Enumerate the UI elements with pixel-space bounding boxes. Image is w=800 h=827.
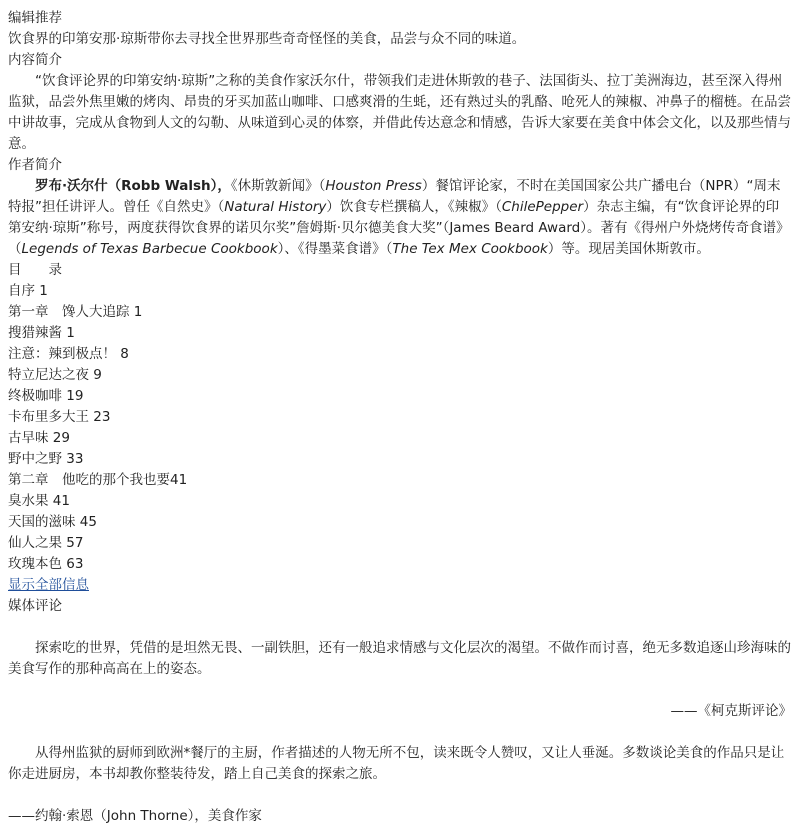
toc-item: 终极咖啡 19 <box>8 388 84 404</box>
review-source-1: ——《柯克斯评论》 <box>670 703 792 719</box>
toc-item: 卡布里多大王 23 <box>8 409 111 425</box>
author-italic-2: Natural History <box>224 199 327 215</box>
toc-item: 第二章 他吃的那个我也要41 <box>8 472 188 488</box>
toc-item: 仙人之果 57 <box>8 535 84 551</box>
editor-recommendation-heading: 编辑推荐 <box>8 10 62 26</box>
review-source-2: ——约翰·索恩（John Thorne），美食作家 <box>8 808 262 824</box>
author-italic-3: ChilePepper <box>501 199 584 215</box>
author-text-3: ）饮食专栏撰稿人，《辣椒》（ <box>326 199 502 215</box>
author-intro-text <box>8 176 792 260</box>
toc-heading: 目 录 <box>8 262 62 278</box>
review-text-2: 从得州监狱的厨师到欧洲*餐厅的主厨，作者描述的人物无所不包，读来既令人赞叹，又让人垂涎。多数谈论美食的作品只是让你走进厨房，本书却教你整装待发，踏上自己美食的探索之旅。 <box>8 745 785 782</box>
author-intro-section <box>8 155 792 260</box>
author-text-2: ）餐馆评论家，不时在美国国家公共广播电台（NPR）“周末特报”担任讲评人。曾任《自然史》（ <box>8 178 781 215</box>
toc-item: 玫瑰本色 63 <box>8 556 84 572</box>
media-review-heading: 媒体评论 <box>8 598 62 614</box>
toc-item: 搜猎辣酱 1 <box>8 325 75 341</box>
toc-item: 第一章 馋人大追踪 1 <box>8 304 143 320</box>
author-italic-5: The Tex Mex Cookbook <box>392 241 548 257</box>
toc-item: 古早味 29 <box>8 430 70 446</box>
toc-item: 天国的滋味 45 <box>8 514 97 530</box>
toc-list <box>8 281 792 575</box>
author-text-1: 《休斯敦新闻》（ <box>230 178 326 194</box>
toc-section <box>8 260 792 596</box>
editor-recommendation-text: 饮食界的印第安那·琼斯带你去寻找全世界那些奇奇怪怪的美食，品尝与众不同的味道。 <box>8 31 526 47</box>
content-intro-text: “饮食评论界的印第安纳·琼斯”之称的美食作家沃尔什，带领我们走进休斯敦的巷子、法国街头、拉丁美洲海边，甚至深入得州监狱，品尝外焦里嫩的烤肉、昂贵的牙买加蓝山咖啡、口感爽滑的生蚝，还有熟过头的乳酪、呛死人的辣椒、冲鼻子的榴梿。在品尝中讲故事，完成从食物到人文的勾勒、从味道到心灵的体察，并借此传达意念和情感，告诉大家要在美食中体会文化，以及那些情与意。 <box>8 73 791 152</box>
author-text-5: ）、《得墨菜食谱》（ <box>277 241 393 257</box>
toc-item: 自序 1 <box>8 283 48 299</box>
review-text-1: 探索吃的世界，凭借的是坦然无畏、一副铁胆，还有一般追求情感与文化层次的渴望。不做作而讨喜，绝无多数追逐山珍海味的美食写作的那种高高在上的姿态。 <box>8 640 791 677</box>
content-intro-heading: 内容简介 <box>8 52 62 68</box>
toc-item: 特立尼达之夜 9 <box>8 367 102 383</box>
toc-item: 注意：辣到极点！ 8 <box>8 346 129 362</box>
author-name: 罗布·沃尔什（Robb Walsh）， <box>35 178 231 194</box>
author-text-6: ）等。现居美国休斯敦市。 <box>547 241 710 257</box>
show-all-info-link[interactable]: 显示全部信息 <box>8 577 89 593</box>
editor-recommendation-section <box>8 8 792 50</box>
author-italic-4: Legends of Texas Barbecue Cookbook <box>21 241 278 257</box>
author-text-4: ）杂志主编，有“饮食评论界的印第安纳·琼斯”称号，两度获得饮食界的诺贝尔奖”詹姆斯·贝尔德美食大奖”（James Beard Award）。著有《得州户外烧烤传奇食谱》（ <box>8 199 790 257</box>
toc-item: 野中之野 33 <box>8 451 84 467</box>
media-review-section <box>8 596 792 827</box>
content-intro-section <box>8 50 792 155</box>
author-intro-heading: 作者简介 <box>8 157 62 173</box>
author-italic-1: Houston Press <box>325 178 422 194</box>
toc-item: 臭水果 41 <box>8 493 70 509</box>
